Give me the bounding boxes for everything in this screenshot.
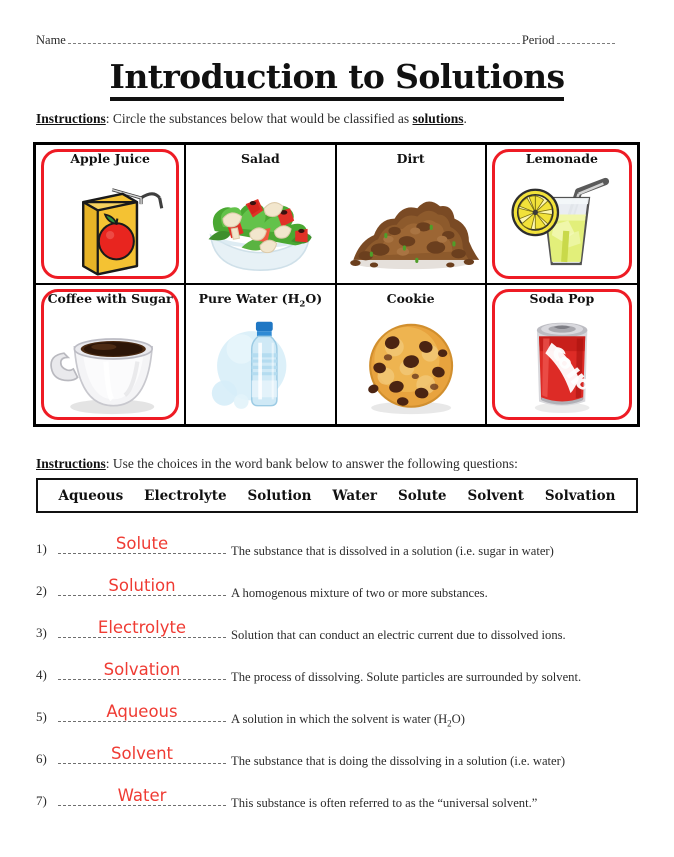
answer-blank-1[interactable]: [58, 533, 226, 559]
instructions-emphasis-solutions: solutions: [412, 111, 464, 126]
chocolate-chip-cookie-icon: [337, 307, 485, 423]
name-period-line: [36, 33, 638, 48]
instructions-period: .: [463, 111, 467, 126]
instructions-word-bank: [36, 455, 518, 472]
answer-text-2: Solution: [108, 576, 176, 595]
grid-label-apple-juice: Apple Juice: [70, 151, 150, 166]
period-label: Period: [521, 33, 555, 47]
question-text-4: The process of dissolving. Solute particles are surrounded by solvent.: [231, 670, 582, 684]
grid-label-salad: Salad: [241, 151, 280, 166]
word-bank-item-solution[interactable]: Solution: [247, 487, 312, 504]
name-label: Name: [36, 33, 66, 47]
instructions-label: Instructions: [36, 111, 106, 126]
question-row-6: [36, 743, 652, 785]
name-blank-line[interactable]: [68, 34, 520, 44]
answer-text-7: Water: [117, 786, 167, 805]
answer-blank-6[interactable]: [58, 743, 226, 769]
grid-label-soda-pop: Soda Pop: [529, 290, 595, 306]
salad-bowl-icon: [186, 167, 334, 281]
question-number-5: 5): [36, 709, 47, 724]
answer-blank-2[interactable]: [58, 575, 226, 601]
grid-cell-dirt[interactable]: [337, 145, 487, 285]
instructions-label-2: Instructions: [36, 456, 106, 471]
word-bank-item-solvent[interactable]: Solvent: [467, 487, 524, 504]
coffee-cup-icon: [36, 307, 184, 423]
answer-text-3: Electrolyte: [97, 618, 187, 637]
page-title-text: Introduction to Solutions: [110, 58, 565, 101]
grid-label-coffee-with-sugar: Coffee with Sugar: [47, 290, 173, 306]
grid-cell-cookie[interactable]: [337, 285, 487, 425]
question-number-2: 2): [36, 583, 47, 598]
soda-can-icon: [487, 307, 637, 423]
word-bank-item-electrolyte[interactable]: Electrolyte: [144, 487, 227, 504]
answer-blank-line-4: [58, 679, 226, 680]
word-bank-item-aqueous[interactable]: Aqueous: [58, 487, 124, 504]
water-bottle-icon: [186, 307, 334, 423]
grid-cell-pure-water[interactable]: [186, 285, 336, 425]
instructions-body-2: Use the choices in the word bank below to answer the following questions:: [109, 456, 518, 471]
picture-grid: [33, 142, 640, 427]
word-bank-item-solute[interactable]: Solute: [398, 487, 447, 504]
question-number-4: 4): [36, 667, 47, 682]
question-number-3: 3): [36, 625, 47, 640]
answer-text-5: Aqueous: [106, 702, 178, 721]
question-number-1: 1): [36, 541, 47, 556]
instructions-circle-substances: [36, 110, 467, 127]
question-row-1: [36, 533, 652, 575]
grid-label-cookie: Cookie: [386, 290, 435, 306]
answer-text-4: Solvation: [103, 660, 181, 679]
grid-cell-apple-juice[interactable]: [36, 145, 186, 285]
question-text-3: Solution that can conduct an electric current due to dissolved ions.: [231, 628, 566, 642]
question-text-5: A solution in which the solvent is water $(H_2O)$: [231, 712, 465, 729]
grid-cell-coffee-with-sugar[interactable]: [36, 285, 186, 425]
instructions-colon: :: [105, 111, 110, 126]
grid-label-lemonade: Lemonade: [525, 151, 598, 166]
answer-blank-line-5: [58, 721, 226, 722]
question-text-6: The substance that is doing the dissolving in a solution (i.e. water): [231, 754, 566, 768]
answer-blank-line-2: [58, 595, 226, 596]
answer-blank-line-7: [58, 805, 226, 806]
grid-cell-lemonade[interactable]: [487, 145, 637, 285]
instructions-colon-2: :: [105, 456, 110, 471]
question-row-2: [36, 575, 652, 617]
question-number-7: 7): [36, 793, 47, 808]
instructions-body: Circle the substances below that would be classified as: [109, 111, 413, 126]
question-row-5: [36, 701, 652, 743]
word-bank-item-water[interactable]: Water: [332, 487, 378, 504]
grid-cell-salad[interactable]: [186, 145, 336, 285]
question-number-6: 6): [36, 751, 47, 766]
answer-blank-line-6: [58, 763, 226, 764]
apple-juice-box-icon: [36, 167, 184, 281]
lemonade-glass-icon: [487, 167, 637, 281]
question-text-2: A homogenous mixture of two or more substances.: [231, 586, 488, 600]
word-bank-item-solvation[interactable]: Solvation: [544, 487, 616, 504]
question-text-7: This substance is often referred to as the “universal solvent.”: [231, 796, 538, 810]
question-text-1: The substance that is dissolved in a solution (i.e. sugar in water): [231, 544, 554, 558]
grid-label-dirt: Dirt: [396, 151, 425, 166]
question-row-3: [36, 617, 652, 659]
question-row-7: [36, 785, 652, 827]
grid-label-pure-water: Pure Water $(H_2O)$: [198, 290, 323, 309]
period-blank-line[interactable]: [557, 34, 615, 44]
word-bank: [36, 478, 638, 513]
answer-blank-line-1: [58, 553, 226, 554]
answer-blank-line-3: [58, 637, 226, 638]
grid-cell-soda-pop[interactable]: [487, 285, 637, 425]
answer-blank-7[interactable]: [58, 785, 226, 811]
answer-blank-4[interactable]: [58, 659, 226, 685]
answer-text-1: Solute: [115, 534, 169, 553]
answer-blank-3[interactable]: [58, 617, 226, 643]
dirt-pile-icon: [337, 167, 485, 281]
question-row-4: [36, 659, 652, 701]
answer-blank-5[interactable]: [58, 701, 226, 727]
page-title: [0, 58, 674, 101]
question-list: [36, 533, 652, 827]
answer-text-6: Solvent: [111, 744, 173, 763]
